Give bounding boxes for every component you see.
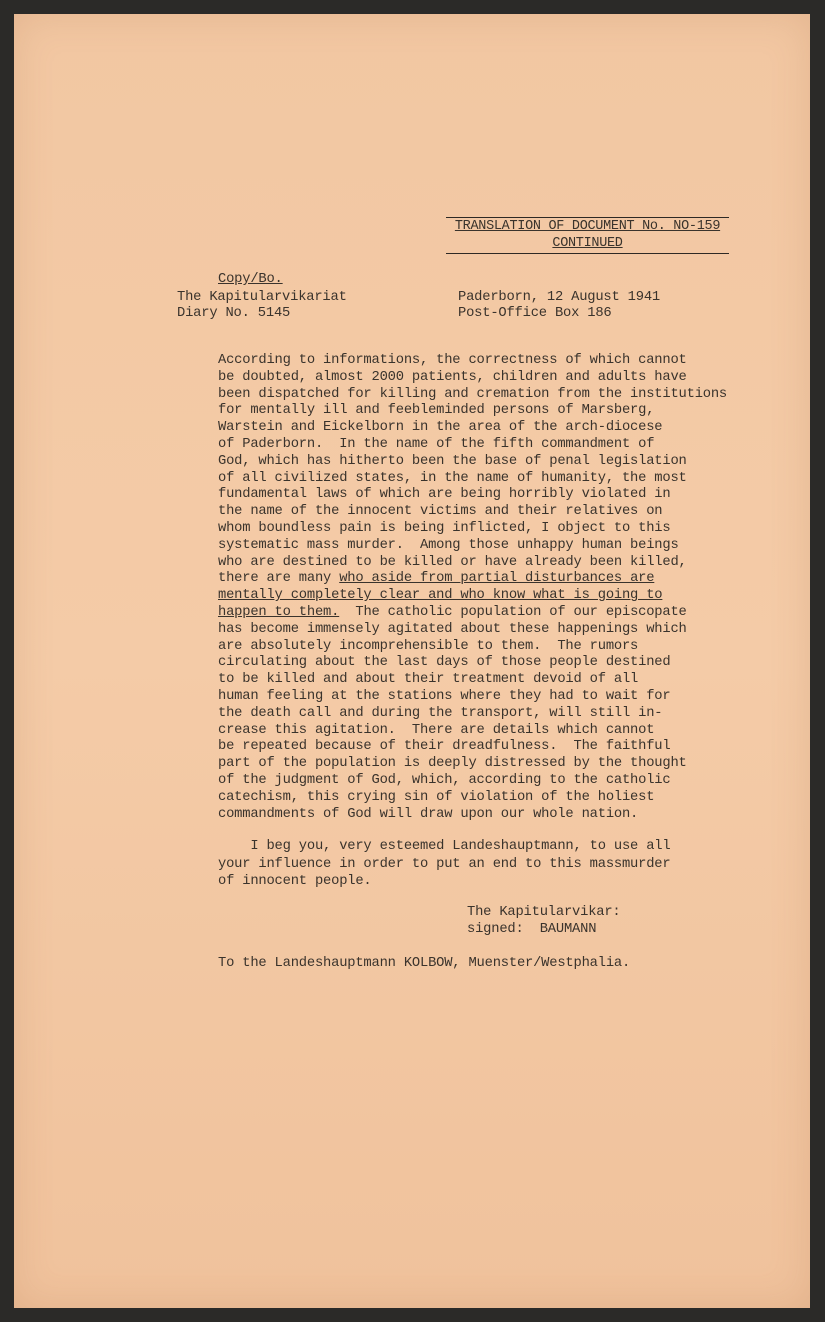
body-line bbox=[218, 571, 727, 588]
body-line: be repeated because of their dreadfulness. The faithful bbox=[218, 739, 671, 755]
closing-line: your influence in order to put an end to this massmurder bbox=[218, 856, 671, 872]
body-line: the name of the innocent victims and their relatives on bbox=[218, 504, 663, 520]
body-line: are absolutely incomprehensible to them. The rumors bbox=[218, 638, 639, 654]
document-heading bbox=[446, 217, 729, 254]
body-line: whom boundless pain is being inflicted, I object to this bbox=[218, 520, 671, 536]
body-line: of all civilized states, in the name of humanity, the most bbox=[218, 470, 687, 486]
body-line: has become immensely agitated about these happenings which bbox=[218, 621, 687, 637]
body-line: God, which has hitherto been the base of penal legislation bbox=[218, 453, 687, 469]
body-line: fundamental laws of which are being horribly violated in bbox=[218, 487, 671, 503]
body-text: there are many bbox=[218, 571, 340, 587]
signatory-title: The Kapitularvikar: bbox=[467, 905, 621, 920]
heading-continued: CONTINUED bbox=[552, 236, 623, 251]
body-line: Warstein and Eickelborn in the area of the arch-diocese bbox=[218, 420, 663, 436]
place-date: Paderborn, 12 August 1941 bbox=[458, 290, 660, 305]
copy-mark: Copy/Bo. bbox=[218, 272, 283, 287]
diary-number: Diary No. 5145 bbox=[177, 306, 291, 321]
body-line: circulating about the last days of those people destined bbox=[218, 655, 671, 671]
body-line: crease this agitation. There are details which cannot bbox=[218, 722, 655, 738]
body-line: to be killed and about their treatment devoid of all bbox=[218, 672, 639, 688]
heading-bottom-rule bbox=[446, 253, 729, 254]
letter-body bbox=[218, 353, 727, 823]
sender-office: The Kapitularvikariat bbox=[177, 290, 347, 305]
signatory-name: signed: BAUMANN bbox=[467, 922, 597, 937]
body-line bbox=[218, 605, 727, 622]
body-line: been dispatched for killing and cremation from the institutions bbox=[218, 386, 728, 402]
body-line: catechism, this crying sin of violation of the holiest bbox=[218, 789, 655, 805]
body-line: systematic mass murder. Among those unhappy human beings bbox=[218, 537, 679, 553]
recipient-line: To the Landeshauptmann KOLBOW, Muenster/Westphalia. bbox=[218, 956, 631, 971]
body-line: commandments of God will draw upon our whole nation. bbox=[218, 806, 639, 822]
underlined-text: who aside from partial disturbances are bbox=[339, 571, 655, 587]
body-line: part of the population is deeply distressed by the thought bbox=[218, 756, 687, 772]
body-line: who are destined to be killed or have already been killed, bbox=[218, 554, 687, 570]
closing-paragraph bbox=[218, 838, 670, 891]
body-line: for mentally ill and feebleminded persons of Marsberg, bbox=[218, 403, 655, 419]
closing-line: of innocent people. bbox=[218, 874, 372, 889]
body-line bbox=[218, 588, 727, 605]
body-line: the death call and during the transport, will still in- bbox=[218, 705, 663, 721]
body-line: of Paderborn. In the name of the fifth commandment of bbox=[218, 436, 655, 452]
post-office-box: Post-Office Box 186 bbox=[458, 306, 612, 321]
body-line: According to informations, the correctness of which cannot bbox=[218, 353, 687, 368]
underlined-text: mentally completely clear and who know what is going to bbox=[218, 588, 663, 604]
underlined-text: happen to them. bbox=[218, 604, 340, 620]
body-line: be doubted, almost 2000 patients, children and adults have bbox=[218, 369, 687, 385]
closing-line: I beg you, very esteemed Landeshauptmann, to use all bbox=[218, 839, 671, 854]
body-text: The catholic population of our episcopate bbox=[339, 604, 687, 620]
body-line: human feeling at the stations where they had to wait for bbox=[218, 688, 671, 704]
body-line: of the judgment of God, which, according to the catholic bbox=[218, 772, 671, 788]
heading-title: TRANSLATION OF DOCUMENT No. NO-159 bbox=[454, 219, 721, 234]
